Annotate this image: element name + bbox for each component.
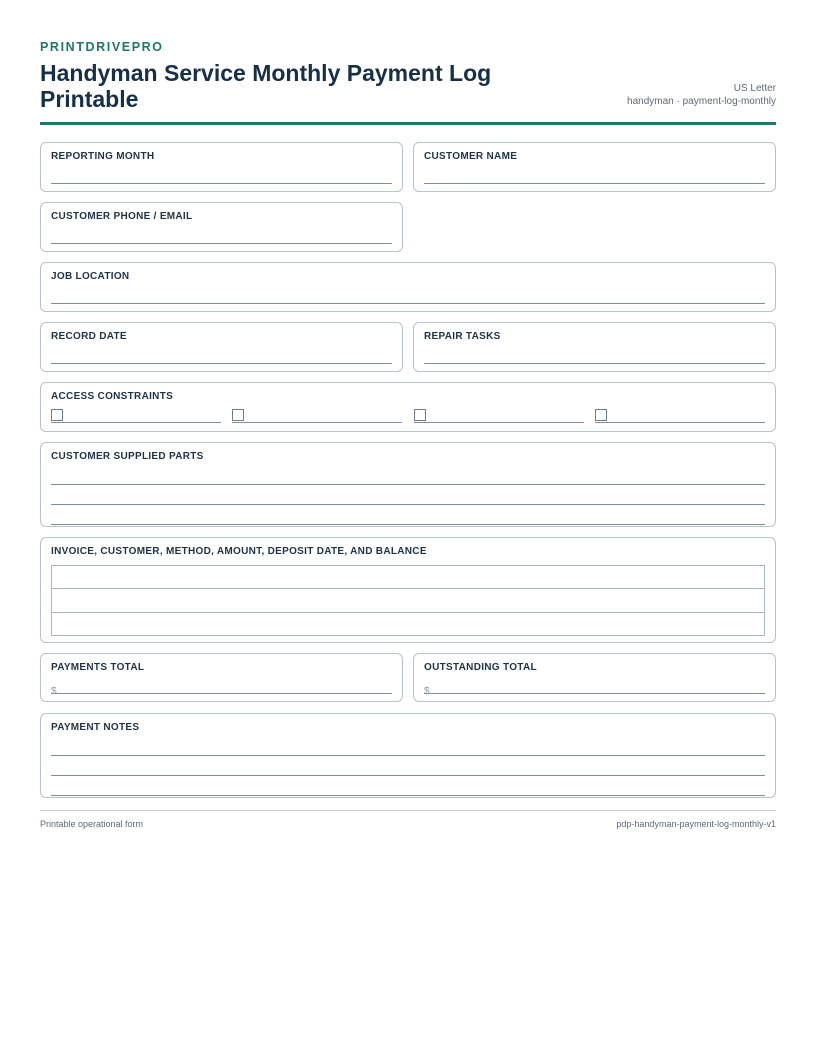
table-cell[interactable] [52, 566, 765, 589]
page-title: Handyman Service Monthly Payment Log Printable [40, 60, 492, 112]
access-constraints-options [51, 408, 765, 423]
reporting-month-label: REPORTING MONTH [51, 151, 155, 162]
payment-notes-line[interactable] [51, 776, 765, 796]
brand-logo: PRINTDRIVEPRO [40, 40, 164, 54]
row-date-tasks [40, 322, 776, 372]
customer-contact-label: CUSTOMER PHONE / EMAIL [51, 211, 193, 222]
row-payments-table [40, 537, 776, 643]
supplied-parts-line[interactable] [51, 463, 765, 485]
payments-total-box [40, 653, 403, 702]
footer-left-text: Printable operational form [40, 819, 144, 829]
job-location-box [40, 262, 776, 312]
reporting-month-field[interactable] [51, 163, 392, 184]
row-month-customer [40, 142, 776, 192]
repair-tasks-box [413, 322, 776, 372]
supplied-parts-line[interactable] [51, 485, 765, 505]
customer-contact-field[interactable] [51, 223, 392, 244]
row-supplied-parts [40, 442, 776, 527]
footer-form-id: pdp-handyman-payment-log-monthly-v1 [616, 819, 776, 829]
paper-size: US Letter [733, 83, 776, 94]
constraint-option [51, 408, 221, 423]
row-job-location [40, 262, 776, 312]
payments-total-field[interactable] [51, 674, 392, 697]
outstanding-total-box [413, 653, 776, 702]
payment-notes-line[interactable] [51, 756, 765, 776]
form-header [40, 60, 776, 125]
job-location-label: JOB LOCATION [51, 271, 130, 282]
reporting-month-box [40, 142, 403, 192]
payments-table [51, 565, 765, 636]
form-tags: handyman · payment-log-monthly [627, 96, 776, 107]
supplied-parts-label: CUSTOMER SUPPLIED PARTS [51, 451, 204, 462]
table-cell[interactable] [52, 612, 765, 635]
record-date-label: RECORD DATE [51, 331, 127, 342]
constraint-option [414, 408, 584, 423]
constraint-checkbox[interactable] [232, 409, 244, 421]
payment-notes-box [40, 713, 776, 798]
customer-name-label: CUSTOMER NAME [424, 151, 518, 162]
customer-name-box [413, 142, 776, 192]
constraint-checkbox[interactable] [414, 409, 426, 421]
payments-table-label: INVOICE, CUSTOMER, METHOD, AMOUNT, DEPOSIT DATE, AND BALANCE [51, 546, 427, 557]
page-footer [40, 810, 776, 829]
customer-contact-box [40, 202, 403, 252]
payments-total-label: PAYMENTS TOTAL [51, 662, 145, 673]
job-location-field[interactable] [51, 283, 765, 304]
currency-symbol: $ [424, 686, 430, 697]
row-totals [40, 653, 776, 702]
row-contact [40, 202, 776, 252]
payments-table-box [40, 537, 776, 643]
constraint-option [232, 408, 402, 423]
outstanding-total-label: OUTSTANDING TOTAL [424, 662, 537, 673]
record-date-box [40, 322, 403, 372]
payment-notes-line[interactable] [51, 734, 765, 756]
row-access-constraints [40, 382, 776, 432]
constraint-checkbox[interactable] [51, 409, 63, 421]
table-row [52, 566, 765, 589]
supplied-parts-line[interactable] [51, 505, 765, 525]
constraint-option [595, 408, 765, 423]
currency-symbol: $ [51, 686, 57, 697]
payment-notes-label: PAYMENT NOTES [51, 722, 140, 733]
supplied-parts-box [40, 442, 776, 527]
repair-tasks-field[interactable] [424, 343, 765, 364]
form-meta [627, 82, 776, 112]
table-row [52, 589, 765, 612]
access-constraints-box [40, 382, 776, 432]
access-constraints-label: ACCESS CONSTRAINTS [51, 391, 174, 402]
constraint-checkbox[interactable] [595, 409, 607, 421]
table-row [52, 612, 765, 635]
customer-name-field[interactable] [424, 163, 765, 184]
outstanding-total-field[interactable] [424, 674, 765, 697]
repair-tasks-label: REPAIR TASKS [424, 331, 501, 342]
table-cell[interactable] [52, 589, 765, 612]
record-date-field[interactable] [51, 343, 392, 364]
row-payment-notes [40, 713, 776, 798]
